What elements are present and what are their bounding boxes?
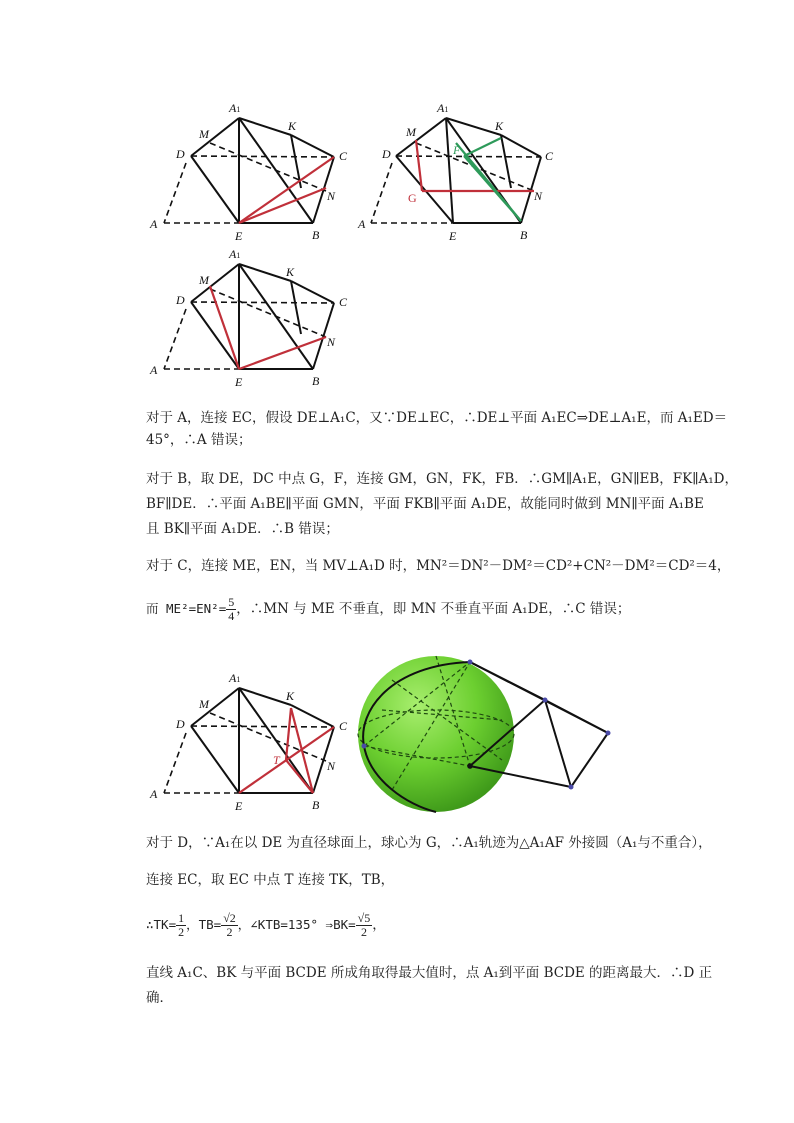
text-line-12: 确．: [146, 990, 173, 1006]
figure-3: [146, 244, 356, 389]
label-a1: A1: [229, 247, 241, 261]
label-b: B: [520, 228, 528, 242]
text-line-3: 对于 B，取 DE，DC 中点 G，F，连接 GM，GN，FK，FB．∴GM∥A₁E，GN∥EB，FK∥A₁D，: [146, 471, 738, 487]
figure-1: [146, 98, 356, 243]
text-line-10: ∴TK= $\frac{1}{2}$ ，TB= $\frac{√2}{2}$ ，∠KTB=135° ⇒BK= $\frac{√5}{2}$ ，: [146, 911, 386, 939]
label-e: E: [235, 799, 243, 813]
label-a: A: [150, 363, 158, 377]
text-line-2: 45°，∴A 错误；: [146, 432, 252, 448]
label-m: M: [406, 125, 416, 139]
label-n: N: [534, 189, 543, 203]
label-e: E: [235, 375, 243, 389]
sphere: [358, 656, 514, 812]
label-b: B: [312, 228, 320, 242]
label-e: E: [449, 229, 457, 243]
label-a: A: [358, 217, 366, 231]
label-n: N: [327, 335, 336, 349]
label-d: D: [176, 147, 185, 161]
text-line-8: 对于 D，∵A₁在以 DE 为直径球面上，球心为 G，∴A₁轨迹为△A₁AF 外接圆（A₁与不重合），: [146, 835, 712, 851]
label-k: K: [286, 689, 295, 703]
figure-2: [356, 98, 566, 243]
label-k: K: [288, 119, 297, 133]
label-f: F: [453, 143, 461, 157]
label-m: M: [199, 127, 209, 141]
sphere-figure: [352, 650, 622, 815]
label-t: T: [273, 753, 280, 767]
label-b: B: [312, 374, 320, 388]
label-c: C: [339, 149, 348, 163]
label-g: G: [408, 191, 417, 205]
label-a1: A1: [437, 101, 449, 115]
label-a1: A1: [229, 671, 241, 685]
label-a: A: [150, 787, 158, 801]
label-n: N: [327, 759, 336, 773]
label-m: M: [199, 273, 209, 287]
label-n: N: [327, 189, 336, 203]
label-k: K: [495, 119, 504, 133]
text-line-6: 对于 C，连接 ME，EN，当 MV⊥A₁D 时，MN²＝DN²－DM²＝CD²+CN²－DM²＝CD²＝4，: [146, 558, 731, 574]
text-line-4: BF∥DE．∴平面 A₁BE∥平面 GMN，平面 FKB∥平面 A₁DE，故能同时做到 MN∥平面 A₁BE: [146, 496, 704, 512]
label-e: E: [235, 229, 243, 243]
label-c: C: [339, 295, 348, 309]
label-k: K: [286, 265, 295, 279]
label-d: D: [176, 717, 185, 731]
label-m: M: [199, 697, 209, 711]
text-line-11: 直线 A₁C、BK 与平面 BCDE 所成角取得最大值时，点 A₁到平面 BCDE 的距离最大．∴D 正: [146, 965, 713, 981]
figure-4: [146, 668, 356, 813]
label-c: C: [339, 719, 348, 733]
label-d: D: [382, 147, 391, 161]
label-c: C: [545, 149, 554, 163]
label-a: A: [150, 217, 158, 231]
label-a1: A1: [229, 101, 241, 115]
text-line-1: 对于 A，连接 EC，假设 DE⊥A₁C，又∵DE⊥EC，∴DE⊥平面 A₁EC⇒DE⊥A₁E，而 A₁ED＝: [146, 410, 728, 426]
text-line-9: 连接 EC，取 EC 中点 T 连接 TK，TB，: [146, 872, 395, 888]
label-d: D: [176, 293, 185, 307]
text-line-7: 而 ME²=EN²= $\frac{5}{4}$ ，∴MN 与 ME 不垂直，即 MN 不垂直平面 A₁DE，∴C 错误；: [146, 595, 631, 623]
label-b: B: [312, 798, 320, 812]
text-line-5: 且 BK∥平面 A₁DE．∴B 错误；: [146, 521, 339, 537]
